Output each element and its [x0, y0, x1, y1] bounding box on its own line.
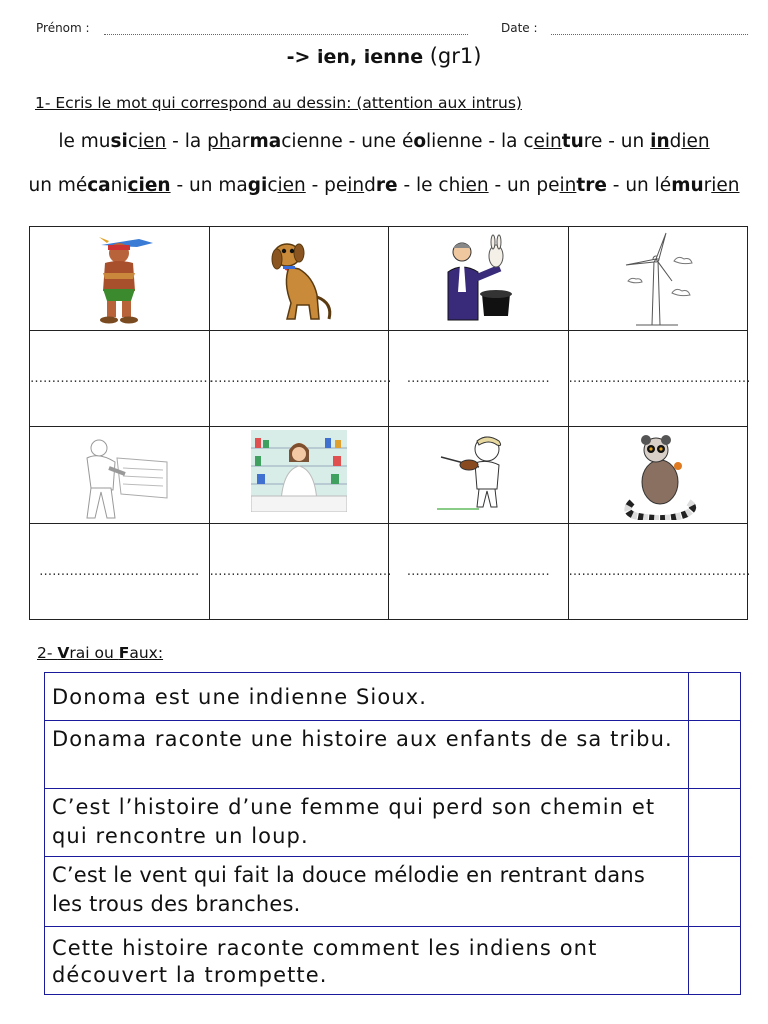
statement-row [45, 789, 741, 857]
statement-text: Cette histoire raconte comment les indiens ont découvert la trompette. [45, 927, 689, 995]
word-segment: cienne - une é [281, 131, 414, 152]
musician-image [433, 433, 523, 517]
word-segment: mu [671, 175, 704, 196]
answer-blank[interactable]: ………………………………. [30, 524, 210, 620]
word-segment: tu [561, 131, 584, 152]
word-list-line-2 [0, 175, 768, 196]
word-segment: r [703, 175, 712, 196]
answer-row [30, 524, 748, 620]
answer-blank[interactable]: …………………………………… [568, 331, 748, 427]
magician-image [438, 232, 518, 326]
exercise2-number: 2- [37, 644, 58, 662]
cell-musician [389, 427, 569, 524]
exercise2-instruction [37, 644, 163, 662]
answer-blank[interactable]: …………………………… [389, 524, 569, 620]
word-segment: un mé [28, 175, 88, 196]
word-segment: ien [711, 175, 740, 196]
answer-box[interactable] [689, 673, 741, 721]
word-segment: ar [230, 131, 250, 152]
word-segment: ien [277, 175, 306, 196]
prenom-label: Prénom : [36, 21, 90, 35]
statement-row [45, 857, 741, 927]
statement-row [45, 673, 741, 721]
word-segment: ein [533, 131, 562, 152]
image-row [30, 227, 748, 331]
exercise1-instruction: 1- Ecris le mot qui correspond au dessin: (attention aux intrus) [35, 94, 522, 112]
answer-blank[interactable]: …………………………………… [568, 524, 748, 620]
true-false-table [44, 672, 741, 995]
word-segment: c [127, 131, 139, 152]
vrai-initial: V [57, 644, 70, 662]
statement-text: C’est l’histoire d’une femme qui perd son chemin et qui rencontre un loup. [45, 789, 689, 857]
word-segment: tre [576, 175, 607, 196]
word-segment: c [267, 175, 278, 196]
wind-turbine-image [616, 231, 700, 327]
answer-box[interactable] [689, 857, 741, 927]
word-segment: ca [87, 175, 111, 196]
faux-rest: aux: [129, 644, 164, 662]
picture-grid [29, 226, 751, 620]
word-segment: in [347, 175, 365, 196]
word-segment: - la [166, 131, 208, 152]
cell-lemur [568, 427, 748, 524]
prenom-field[interactable] [104, 34, 468, 35]
word-segment: ien [138, 131, 167, 152]
answer-row [30, 331, 748, 427]
word-segment: cien [127, 175, 171, 196]
word-segment: ien [460, 175, 489, 196]
word-segment: - un ma [170, 175, 248, 196]
word-segment: in [650, 131, 670, 152]
word-segment: ien [681, 131, 710, 152]
word-segment: - un lé [606, 175, 672, 196]
word-segment: ma [249, 131, 282, 152]
word-segment: ph [207, 131, 231, 152]
date-field[interactable] [551, 34, 748, 35]
answer-blank[interactable]: …………………………………… [209, 331, 389, 427]
vrai-rest: rai ou [69, 644, 119, 662]
statement-text: Donama raconte une histoire aux enfants de sa tribu. [45, 721, 689, 789]
statement-text: Donoma est une indienne Sioux. [45, 673, 689, 721]
answer-box[interactable] [689, 927, 741, 995]
answer-box[interactable] [689, 789, 741, 857]
statement-row [45, 927, 741, 995]
cell-dog [209, 227, 389, 331]
word-segment: re - un [583, 131, 651, 152]
cell-indian [30, 227, 210, 331]
word-segment: d [364, 175, 376, 196]
word-list-line-1 [0, 131, 768, 152]
page-title [0, 44, 768, 68]
faux-initial: F [118, 644, 130, 662]
indian-image [79, 233, 159, 325]
word-segment: - pe [305, 175, 348, 196]
cell-magician [389, 227, 569, 331]
word-segment: lienne - la c [426, 131, 534, 152]
cell-mechanic [30, 427, 210, 524]
word-segment: d [669, 131, 682, 152]
word-segment: le mu [58, 131, 111, 152]
word-segment: ni [110, 175, 128, 196]
word-segment: - un pe [488, 175, 560, 196]
statement-text: C’est le vent qui fait la douce mélodie en rentrant dans les trous des branches. [45, 857, 689, 927]
statement-row [45, 721, 741, 789]
date-label: Date : [501, 21, 538, 35]
image-row [30, 427, 748, 524]
word-segment: - le ch [397, 175, 461, 196]
word-segment: gi [247, 175, 268, 196]
cell-wind-turbine [568, 227, 748, 331]
cell-pharmacist [209, 427, 389, 524]
pharmacist-image [251, 430, 347, 520]
answer-blank[interactable]: …………………………………… [209, 524, 389, 620]
answer-blank[interactable]: …………………………………… [30, 331, 210, 427]
word-segment: o [413, 131, 427, 152]
answer-box[interactable] [689, 721, 741, 789]
answer-blank[interactable]: …………………………… [389, 331, 569, 427]
word-segment: si [110, 131, 128, 152]
word-segment: re [375, 175, 398, 196]
dog-image [257, 233, 341, 325]
word-segment: in [559, 175, 577, 196]
title-group: (gr1) [429, 44, 482, 68]
mechanic-image [69, 428, 169, 522]
lemur-image [616, 430, 700, 520]
title-main: -> ien, ienne [286, 46, 424, 68]
